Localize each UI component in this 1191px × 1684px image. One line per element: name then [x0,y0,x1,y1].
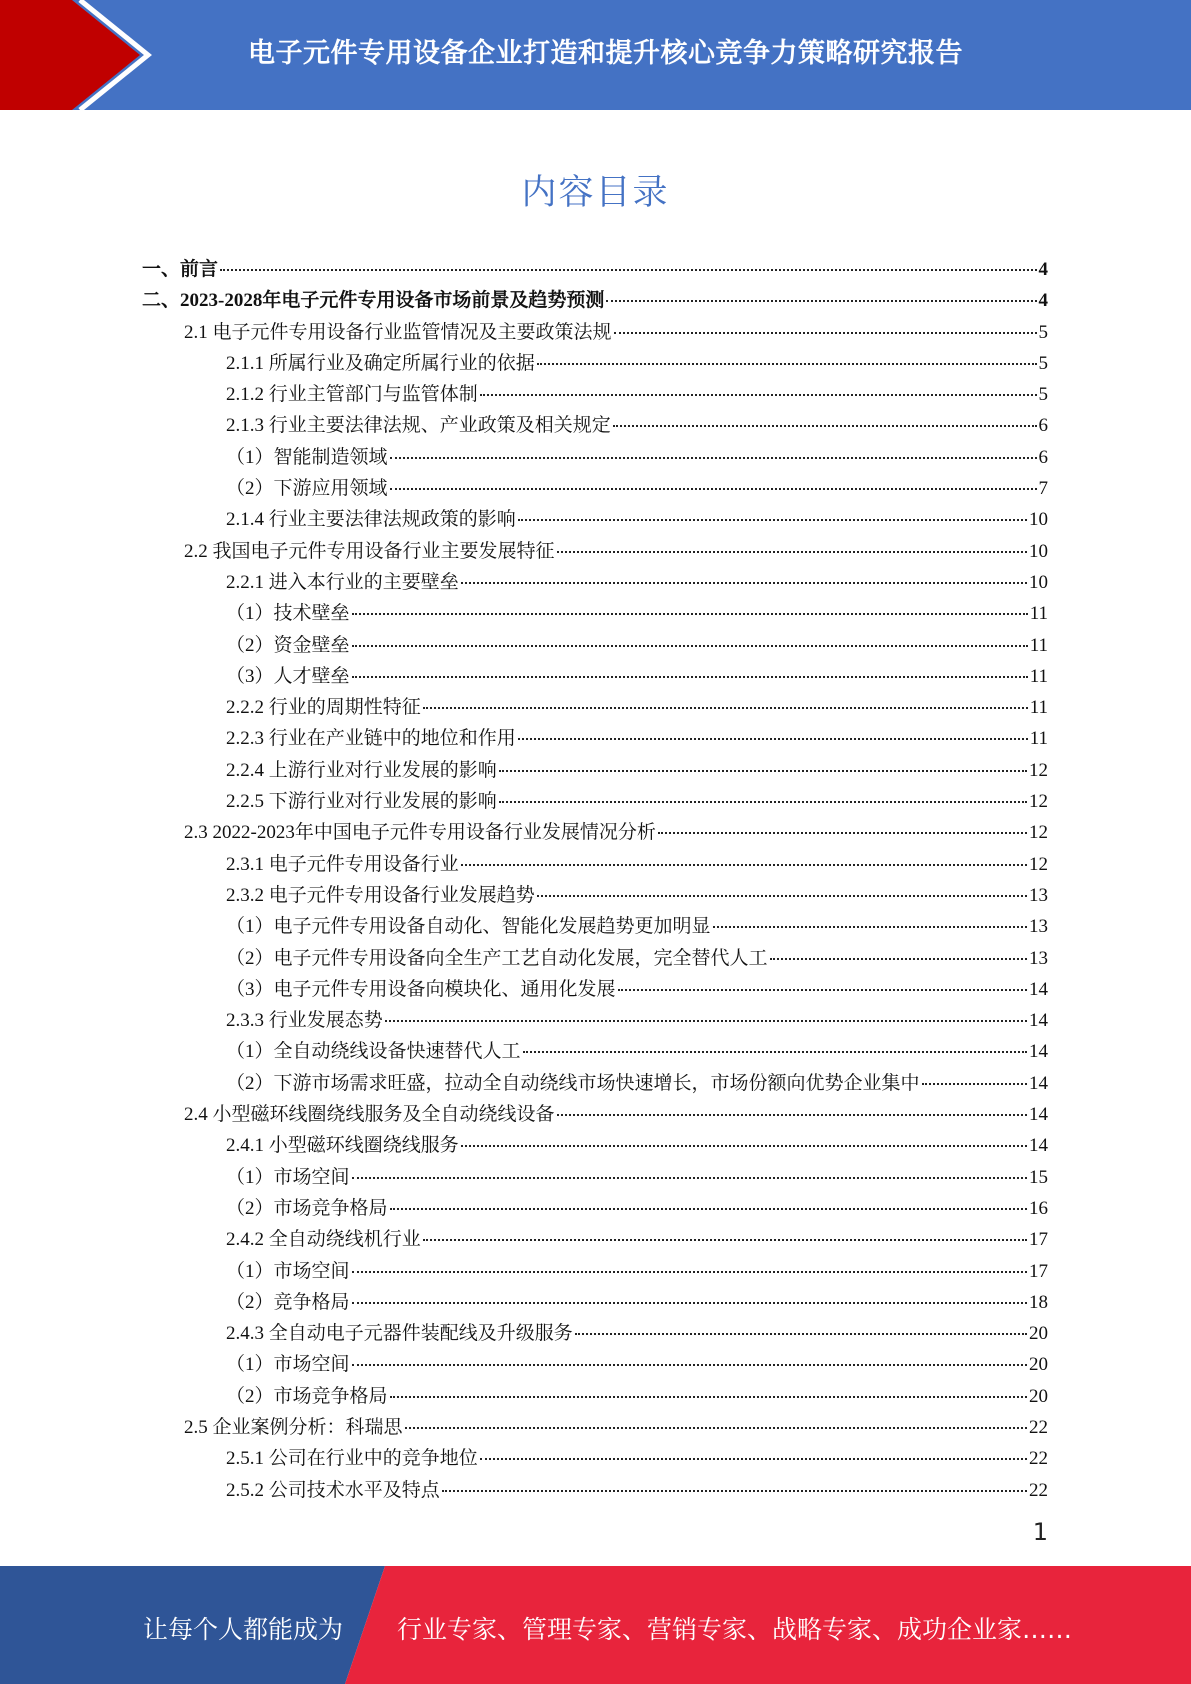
toc-dot-leader [390,1208,1027,1210]
toc-dot-leader [220,269,1036,271]
toc-dot-leader [518,519,1027,521]
toc-dot-leader [480,394,1037,396]
toc-entry-page: 12 [1029,759,1048,781]
toc-entry-page: 14 [1029,1041,1048,1063]
toc-entry[interactable] [142,755,1048,786]
toc-entry[interactable] [142,348,1048,379]
toc-dot-leader [352,1271,1027,1273]
toc-entry[interactable] [142,1475,1048,1506]
toc-entry[interactable] [142,379,1048,410]
toc-entry[interactable] [142,1068,1048,1099]
toc-entry-text: 2.3.1 电子元件专用设备行业 [226,853,459,875]
toc-entry-text: （2）市场竞争格局 [226,1197,388,1219]
toc-entry-text: 2.4.2 全自动绕线机行业 [226,1229,421,1251]
toc-entry-text: 2.5.2 公司技术水平及特点 [226,1479,440,1501]
toc-entry[interactable] [142,473,1048,504]
toc-entry-page: 6 [1038,446,1048,468]
toc-entry-text: 2.2.5 下游行业对行业发展的影响 [226,791,497,813]
toc-dot-leader [499,770,1027,772]
toc-entry-page: 11 [1029,665,1048,687]
toc-dot-leader [480,1458,1027,1460]
toc-entry-page: 4 [1038,259,1048,280]
toc-entry[interactable] [142,1381,1048,1412]
toc-dot-leader [390,488,1037,490]
toc-entry-page: 20 [1029,1385,1048,1407]
toc-entry-page: 11 [1029,697,1048,719]
toc-entry[interactable] [142,285,1048,316]
toc-dot-leader [423,707,1028,709]
toc-entry-page: 20 [1029,1354,1048,1376]
toc-entry-text: 2.1.3 行业主要法律法规、产业政策及相关规定 [226,415,611,437]
toc-dot-leader [537,895,1027,897]
toc-entry-text: 2.2.2 行业的周期性特征 [226,697,421,719]
footer-banner [0,1566,1191,1684]
toc-entry[interactable] [142,504,1048,535]
toc-entry-text: 2.1.2 行业主管部门与监管体制 [226,384,478,406]
toc-heading: 内容目录 [521,173,670,213]
toc-entry-text: （2）下游市场需求旺盛，拉动全自动绕线市场快速增长，市场份额向优势企业集中 [226,1072,920,1094]
toc-entry-text: 2.1.4 行业主要法律法规政策的影响 [226,509,516,531]
toc-entry-page: 7 [1038,478,1048,500]
toc-dot-leader [442,1490,1027,1492]
toc-entry[interactable] [142,817,1048,848]
toc-entry[interactable] [142,1193,1048,1224]
toc-entry-text: 2.5 企业案例分析：科瑞思 [184,1416,403,1438]
toc-entry-page: 5 [1038,384,1048,406]
toc-entry-page: 10 [1029,571,1048,593]
toc-entry[interactable] [142,1130,1048,1161]
toc-entry-text: 2.3 2022-2023年中国电子元件专用设备行业发展情况分析 [184,822,656,844]
toc-entry-text: 2.3.3 行业发展态势 [226,1010,383,1032]
toc-entry-text: 一、前言 [142,259,219,280]
toc-entry-text: （2）下游应用领域 [226,478,388,500]
toc-dot-leader [352,645,1028,647]
toc-entry-text: （3）人才壁垒 [226,665,350,687]
toc-dot-leader [770,958,1027,960]
toc-entry-text: 2.2 我国电子元件专用设备行业主要发展特征 [184,540,555,562]
table-of-contents [142,254,1048,1506]
toc-entry[interactable] [142,974,1048,1005]
toc-dot-leader [461,582,1027,584]
toc-entry[interactable] [142,1099,1048,1130]
toc-entry-text: （1）技术壁垒 [226,603,350,625]
toc-dot-leader [390,1396,1027,1398]
toc-entry-page: 14 [1029,978,1048,1000]
toc-entry-page: 18 [1029,1291,1048,1313]
toc-entry-page: 13 [1029,884,1048,906]
toc-entry-text: 2.1 电子元件专用设备行业监管情况及主要政策法规 [184,321,612,343]
toc-entry[interactable] [142,317,1048,348]
toc-entry[interactable] [142,254,1048,285]
toc-entry-text: （1）市场空间 [226,1260,350,1282]
toc-dot-leader [713,926,1027,928]
toc-entry-text: 二、2023-2028年电子元件专用设备市场前景及趋势预测 [142,290,605,312]
toc-entry[interactable] [142,1287,1048,1318]
toc-entry[interactable] [142,943,1048,974]
toc-entry[interactable] [142,410,1048,441]
toc-entry-page: 12 [1029,853,1048,875]
toc-dot-leader [557,1114,1027,1116]
toc-dot-leader [405,1427,1027,1429]
toc-entry[interactable] [142,1256,1048,1287]
toc-dot-leader [658,832,1027,834]
report-title: 电子元件专用设备企业打造和提升核心竞争力策略研究报告 [248,37,963,69]
toc-entry-text: （2）市场竞争格局 [226,1385,388,1407]
toc-entry-text: （1）市场空间 [226,1354,350,1376]
toc-entry-page: 14 [1029,1104,1048,1126]
toc-entry[interactable] [142,1443,1048,1474]
toc-entry-text: 2.1.1 所属行业及确定所属行业的依据 [226,352,535,374]
toc-dot-leader [537,363,1037,365]
toc-entry-page: 10 [1029,509,1048,531]
toc-entry-page: 14 [1029,1135,1048,1157]
toc-entry[interactable] [142,442,1048,473]
toc-entry[interactable] [142,1036,1048,1067]
toc-dot-leader [922,1083,1027,1085]
toc-entry[interactable] [142,661,1048,692]
toc-entry-page: 11 [1029,634,1048,656]
toc-entry[interactable] [142,1318,1048,1349]
toc-dot-leader [352,1364,1027,1366]
toc-dot-leader [523,1051,1027,1053]
toc-dot-leader [461,1145,1027,1147]
toc-entry-text: （2）资金壁垒 [226,634,350,656]
toc-dot-leader [461,864,1027,866]
toc-dot-leader [606,300,1036,302]
toc-dot-leader [499,801,1027,803]
toc-entry[interactable] [142,598,1048,629]
toc-entry-text: （3）电子元件专用设备向模块化、通用化发展 [226,978,616,1000]
toc-dot-leader [423,1239,1027,1241]
toc-entry-text: （1）智能制造领域 [226,446,388,468]
toc-entry-page: 20 [1029,1323,1048,1345]
toc-entry-page: 13 [1029,947,1048,969]
toc-dot-leader [352,1302,1027,1304]
toc-entry-page: 22 [1029,1448,1048,1470]
toc-entry-text: （2）电子元件专用设备向全生产工艺自动化发展，完全替代人工 [226,947,768,969]
toc-entry[interactable] [142,723,1048,754]
toc-entry[interactable] [142,880,1048,911]
toc-entry-text: 2.4.3 全自动电子元器件装配线及升级服务 [226,1323,573,1345]
toc-entry-page: 14 [1029,1072,1048,1094]
toc-entry-page: 6 [1038,415,1048,437]
toc-dot-leader [390,457,1037,459]
toc-entry[interactable] [142,692,1048,723]
toc-entry[interactable] [142,1412,1048,1443]
toc-entry-page: 12 [1029,791,1048,813]
toc-entry-page: 12 [1029,822,1048,844]
toc-entry-text: 2.4 小型磁环线圈绕线服务及全自动绕线设备 [184,1104,555,1126]
toc-dot-leader [385,1020,1027,1022]
toc-dot-leader [352,676,1028,678]
toc-entry[interactable] [142,536,1048,567]
toc-entry-page: 22 [1029,1479,1048,1501]
toc-entry-page: 15 [1029,1166,1048,1188]
toc-entry[interactable] [142,786,1048,817]
toc-entry-text: 2.3.2 电子元件专用设备行业发展趋势 [226,884,535,906]
toc-entry-text: 2.2.1 进入本行业的主要壁垒 [226,571,459,593]
toc-entry-page: 17 [1029,1229,1048,1251]
header-banner [0,0,1191,110]
toc-entry[interactable] [142,567,1048,598]
toc-dot-leader [352,1177,1027,1179]
toc-entry[interactable] [142,1005,1048,1036]
toc-entry-text: 2.2.3 行业在产业链中的地位和作用 [226,728,516,750]
toc-entry[interactable] [142,1349,1048,1380]
toc-entry-page: 16 [1029,1197,1048,1219]
footer-slogan-right: 行业专家、管理专家、营销专家、战略专家、成功企业家…… [397,1615,1073,1644]
toc-entry[interactable] [142,630,1048,661]
toc-entry-text: 2.5.1 公司在行业中的竞争地位 [226,1448,478,1470]
toc-entry-page: 14 [1029,1010,1048,1032]
toc-dot-leader [575,1333,1027,1335]
toc-entry-text: 2.4.1 小型磁环线圈绕线服务 [226,1135,459,1157]
toc-entry[interactable] [142,1162,1048,1193]
footer-slogan-left: 让每个人都能成为 [143,1615,344,1644]
toc-dot-leader [352,613,1028,615]
toc-entry-text: （1）全自动绕线设备快速替代人工 [226,1041,521,1063]
toc-entry-page: 11 [1029,728,1048,750]
toc-entry-page: 5 [1038,352,1048,374]
toc-dot-leader [613,425,1037,427]
page-number: 1 [1032,1518,1048,1546]
toc-entry[interactable] [142,1224,1048,1255]
toc-entry-page: 5 [1038,321,1048,343]
toc-dot-leader [518,738,1028,740]
toc-entry-page: 4 [1038,290,1048,312]
toc-entry[interactable] [142,849,1048,880]
toc-entry-page: 11 [1029,603,1048,625]
toc-dot-leader [557,551,1027,553]
toc-entry-page: 22 [1029,1416,1048,1438]
toc-entry[interactable] [142,911,1048,942]
toc-dot-leader [614,332,1037,334]
toc-entry-text: （1）市场空间 [226,1166,350,1188]
toc-dot-leader [618,989,1027,991]
toc-entry-page: 17 [1029,1260,1048,1282]
toc-entry-page: 13 [1029,916,1048,938]
toc-entry-text: （1）电子元件专用设备自动化、智能化发展趋势更加明显 [226,916,711,938]
toc-entry-text: （2）竞争格局 [226,1291,350,1313]
toc-entry-text: 2.2.4 上游行业对行业发展的影响 [226,759,497,781]
toc-entry-page: 10 [1029,540,1048,562]
